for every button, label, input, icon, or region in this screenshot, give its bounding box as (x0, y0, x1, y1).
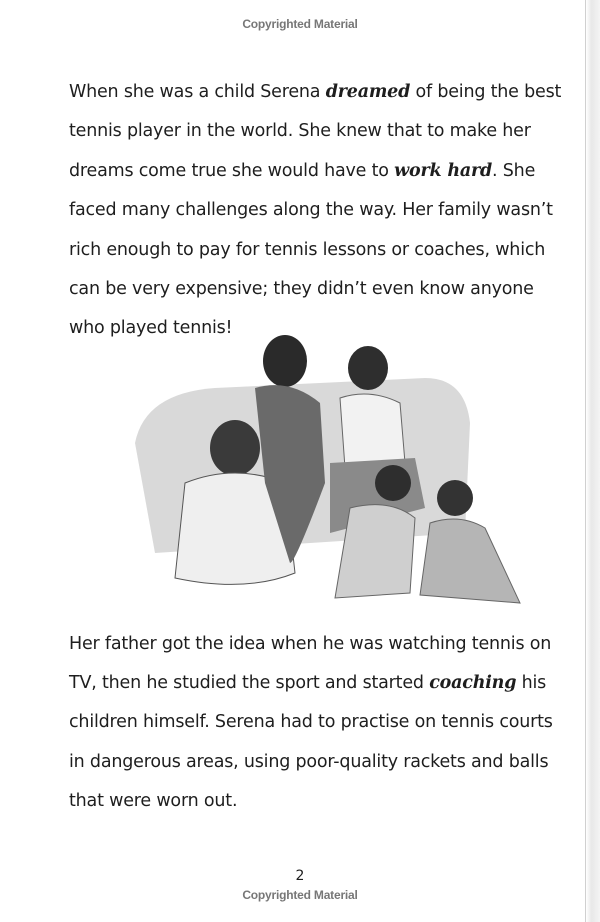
text-line (69, 672, 547, 694)
text-line (69, 160, 536, 182)
child-head (375, 465, 411, 501)
copyright-watermark-bottom: Copyrighted Material (242, 888, 358, 902)
text-line: can be very expensive; they didn’t even know anyone (69, 279, 534, 299)
family-illustration (125, 333, 525, 613)
text-line: faced many challenges along the way. Her family wasn’t (69, 200, 553, 220)
page-number: 2 (295, 868, 305, 884)
girl-head (210, 420, 260, 476)
text-line: children himself. Serena had to practise on tennis courts (69, 712, 553, 732)
girl-head (348, 346, 388, 390)
girl-head (263, 335, 307, 387)
text-line: rich enough to pay for tennis lessons or coaches, which (69, 240, 546, 260)
text-line: Her father got the idea when he was watching tennis on (69, 634, 552, 654)
child-head (437, 480, 473, 516)
text: . She (492, 161, 536, 181)
child-overalls (420, 519, 520, 603)
emphasis-work-hard: work hard (394, 161, 493, 181)
text-line: who played tennis! (69, 318, 233, 338)
text-line (69, 81, 562, 103)
copyright-watermark-top: Copyrighted Material (242, 17, 358, 31)
page-edge (585, 0, 600, 922)
text-line: that were worn out. (69, 791, 238, 811)
text: of being the best (410, 82, 562, 102)
text: When she was a child Serena (69, 82, 326, 102)
text: his (516, 673, 547, 693)
girl-white-shirt (340, 394, 405, 468)
emphasis-coaching: coaching (429, 673, 517, 693)
text: dreams come true she would have to (69, 161, 395, 181)
text: TV, then he studied the sport and started (69, 673, 430, 693)
emphasis-dreamed: dreamed (325, 82, 411, 102)
text-line: in dangerous areas, using poor-quality rackets and balls (69, 752, 549, 772)
text-line: tennis player in the world. She knew that to make her (69, 121, 531, 141)
